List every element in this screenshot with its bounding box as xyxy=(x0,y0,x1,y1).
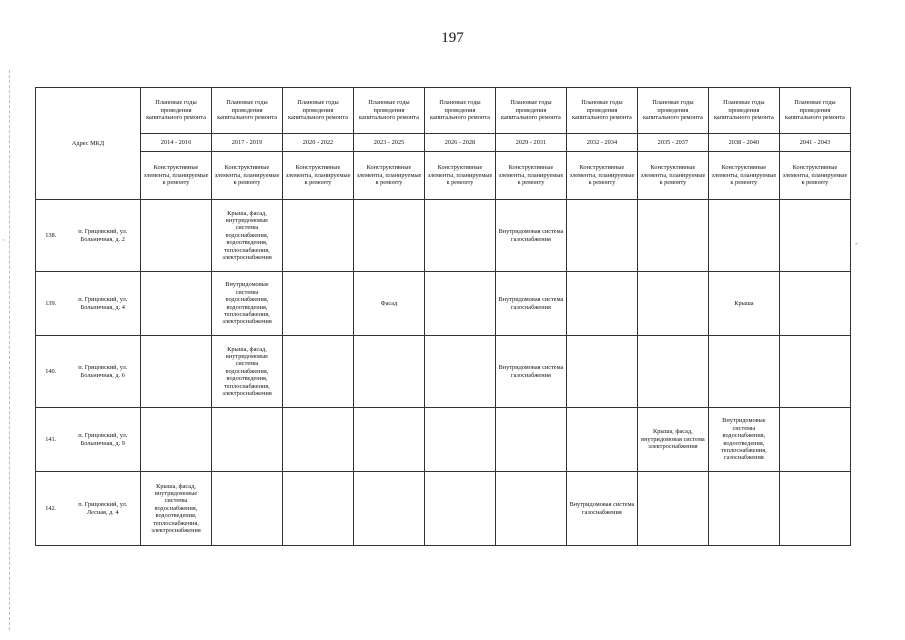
elements-header: Конструктивные элементы, планируемые к ремонту xyxy=(353,152,424,200)
repair-cell xyxy=(637,472,708,546)
period-header: 2026 - 2028 xyxy=(424,134,495,152)
table-row xyxy=(36,408,851,472)
repair-cell xyxy=(779,336,850,408)
row-address: п. Грицовский, ул. Лесная, д. 4 xyxy=(66,472,141,546)
planned-years-header: Плановые годы проведения капитального ремонта xyxy=(424,88,495,134)
repair-cell xyxy=(424,272,495,336)
repair-cell: Крыша, фасад, внутридомовые системы водоснабжения, водоотведения, теплоснабжения, электроснабжения xyxy=(212,336,283,408)
planned-years-header: Плановые годы проведения капитального ремонта xyxy=(282,88,353,134)
elements-header: Конструктивные элементы, планируемые к ремонту xyxy=(637,152,708,200)
elements-header: Конструктивные элементы, планируемые к ремонту xyxy=(424,152,495,200)
row-number: 138. xyxy=(36,200,66,272)
repair-cell xyxy=(779,408,850,472)
period-header: 2014 - 2016 xyxy=(141,134,212,152)
repair-cell xyxy=(637,272,708,336)
row-number: 139. xyxy=(36,272,66,336)
repair-cell xyxy=(779,272,850,336)
repair-cell xyxy=(282,336,353,408)
repair-cell xyxy=(282,472,353,546)
row-address: п. Грицовский, ул. Больничная, д. 2 xyxy=(66,200,141,272)
repair-cell xyxy=(353,336,424,408)
repair-cell xyxy=(141,200,212,272)
address-header: Адрес МКД xyxy=(36,88,141,200)
repair-cell xyxy=(566,200,637,272)
elements-header: Конструктивные элементы, планируемые к ремонту xyxy=(779,152,850,200)
repair-cell xyxy=(637,200,708,272)
repair-cell xyxy=(353,472,424,546)
repair-cell: Крыша, фасад, внутридомовые системы водоснабжения, водоотведения, теплоснабжения, электроснабжения xyxy=(141,472,212,546)
repair-cell: Фасад xyxy=(353,272,424,336)
repair-cell xyxy=(566,272,637,336)
repair-cell xyxy=(424,336,495,408)
repair-cell xyxy=(495,408,566,472)
repair-cell xyxy=(282,272,353,336)
period-header: 2023 - 2025 xyxy=(353,134,424,152)
period-header: 2029 - 2031 xyxy=(495,134,566,152)
period-header: 2032 - 2034 xyxy=(566,134,637,152)
repair-cell xyxy=(424,472,495,546)
repair-cell xyxy=(212,408,283,472)
repair-cell xyxy=(353,200,424,272)
repair-cell xyxy=(495,472,566,546)
row-number: 140. xyxy=(36,336,66,408)
period-header: 2017 - 2019 xyxy=(212,134,283,152)
repair-cell: Внутридомовые системы водоснабжения, водоотведения, теплоснабжения, газоснабжения xyxy=(708,408,779,472)
repair-cell xyxy=(353,408,424,472)
table-row xyxy=(36,200,851,272)
repair-cell xyxy=(779,200,850,272)
row-address: п. Грицовский, ул. Больничная, д. 4 xyxy=(66,272,141,336)
elements-header: Конструктивные элементы, планируемые к ремонту xyxy=(566,152,637,200)
repair-cell: Внутридомовая система газоснабжения xyxy=(566,472,637,546)
repair-cell xyxy=(424,408,495,472)
repair-cell xyxy=(566,336,637,408)
repair-schedule-table xyxy=(35,87,851,546)
repair-cell xyxy=(282,408,353,472)
repair-cell xyxy=(779,472,850,546)
row-address: п. Грицовский, ул. Больничная, д. 6 xyxy=(66,336,141,408)
header-row-periods xyxy=(36,134,851,152)
margin-line xyxy=(9,70,10,630)
repair-cell: Внутридомовая система газоснабжения xyxy=(495,336,566,408)
repair-cell: Внутридомовая система газоснабжения xyxy=(495,272,566,336)
period-header: 2035 - 2037 xyxy=(637,134,708,152)
planned-years-header: Плановые годы проведения капитального ремонта xyxy=(566,88,637,134)
row-number: 142. xyxy=(36,472,66,546)
repair-cell xyxy=(708,336,779,408)
table-row xyxy=(36,272,851,336)
repair-cell: Внутридомовая система газоснабжения xyxy=(495,200,566,272)
repair-cell xyxy=(708,200,779,272)
repair-cell: Крыша, фасад, внутридомовая система электроснабжения xyxy=(637,408,708,472)
header-row-elements xyxy=(36,152,851,200)
elements-header: Конструктивные элементы, планируемые к ремонту xyxy=(141,152,212,200)
repair-cell xyxy=(282,200,353,272)
planned-years-header: Плановые годы проведения капитального ремонта xyxy=(495,88,566,134)
period-header: 2038 - 2040 xyxy=(708,134,779,152)
repair-cell xyxy=(637,336,708,408)
table-row xyxy=(36,336,851,408)
repair-cell xyxy=(212,472,283,546)
repair-cell xyxy=(708,472,779,546)
repair-cell xyxy=(566,408,637,472)
repair-cell: Крыша xyxy=(708,272,779,336)
table-row xyxy=(36,472,851,546)
margin-tick: · xyxy=(2,235,5,245)
repair-cell xyxy=(141,336,212,408)
planned-years-header: Плановые годы проведения капитального ремонта xyxy=(637,88,708,134)
elements-header: Конструктивные элементы, планируемые к ремонту xyxy=(212,152,283,200)
row-address: п. Грицовский, ул. Больничная, д. 9 xyxy=(66,408,141,472)
elements-header: Конструктивные элементы, планируемые к ремонту xyxy=(495,152,566,200)
margin-tick: - xyxy=(855,238,858,248)
repair-cell: Крыша, фасад, внутридомовые системы водоснабжения, водоотведения, теплоснабжения, электроснабжения xyxy=(212,200,283,272)
page-number: 197 xyxy=(441,30,464,46)
repair-cell xyxy=(141,408,212,472)
elements-header: Конструктивные элементы, планируемые к ремонту xyxy=(282,152,353,200)
period-header: 2041 - 2043 xyxy=(779,134,850,152)
planned-years-header: Плановые годы проведения капитального ремонта xyxy=(212,88,283,134)
elements-header: Конструктивные элементы, планируемые к ремонту xyxy=(708,152,779,200)
repair-cell xyxy=(141,272,212,336)
planned-years-header: Плановые годы проведения капитального ремонта xyxy=(353,88,424,134)
planned-years-header: Плановые годы проведения капитального ремонта xyxy=(141,88,212,134)
period-header: 2020 - 2022 xyxy=(282,134,353,152)
repair-cell: Внутридомовые системы водоснабжения, водоотведения, теплоснабжения, электроснабжения xyxy=(212,272,283,336)
planned-years-header: Плановые годы проведения капитального ремонта xyxy=(708,88,779,134)
header-row-planned xyxy=(36,88,851,134)
repair-cell xyxy=(424,200,495,272)
row-number: 141. xyxy=(36,408,66,472)
planned-years-header: Плановые годы проведения капитального ремонта xyxy=(779,88,850,134)
